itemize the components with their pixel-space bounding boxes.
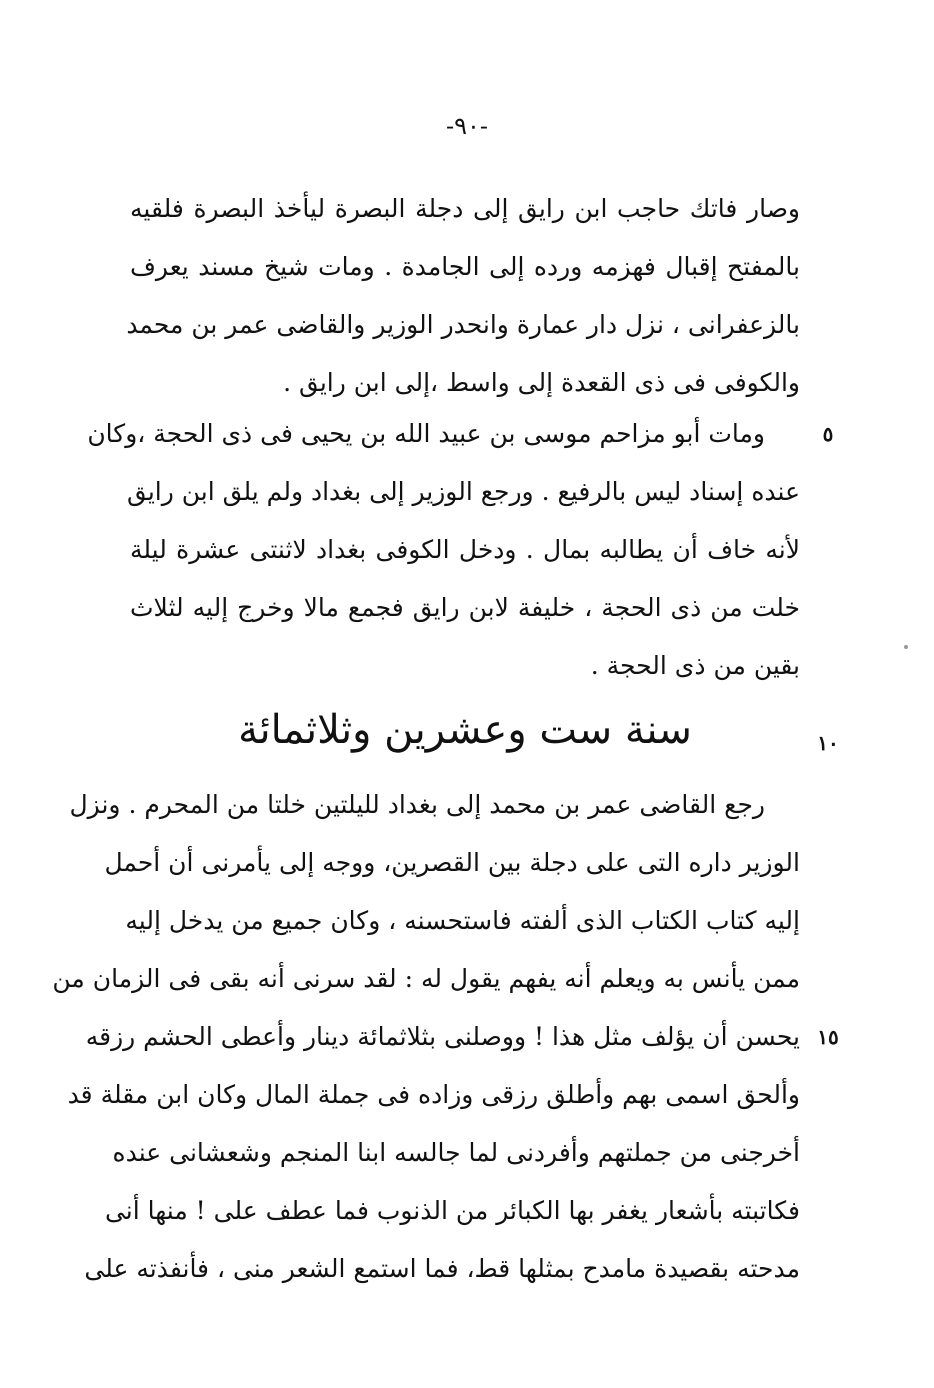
text-line: عنده إسناد ليس بالرفيع . ورجع الوزير إلى بغداد ولم يلق ابن رايق: [127, 477, 800, 506]
text-line: فكاتبته بأشعار يغفر بها الكبائر من الذنوب فما عطف على ! منها أنى: [104, 1196, 800, 1225]
paragraph-2: [87, 405, 800, 695]
text-line: بقين من ذى الحجة .: [590, 651, 800, 680]
line-number-margin: ٥: [822, 422, 834, 446]
text-line: ممن يأنس به ويعلم أنه يفهم يقول له : لقد سرنى أنه بقى فى الزمان من: [52, 964, 800, 993]
text-line: وألحق اسمى بهم وأطلق رزقى وزاده فى جملة المال وكان ابن مقلة قد: [67, 1080, 800, 1109]
text-line: أخرجنى من جملتهم وأفردنى لما جالسه ابنا المنجم وشعشانى عنده: [112, 1138, 800, 1167]
page-number: -٩٠-: [446, 112, 488, 140]
text-line: رجع القاضى عمر بن محمد إلى بغداد لليلتين خلتا من المحرم . ونزل: [69, 790, 765, 819]
text-line: بالزعفرانى ، نزل دار عمارة وانحدر الوزير والقاضى عمر بن محمد: [126, 310, 800, 339]
scan-speck: [904, 645, 908, 649]
text-line: الوزير داره التى على دجلة بين القصرين، ووجه إلى يأمرنى أن أحمل: [104, 848, 800, 877]
text-line: لأنه خاف أن يطالبه بمال . ودخل الكوفى بغداد لاثنتى عشرة ليلة: [130, 535, 800, 564]
text-line: يحسن أن يؤلف مثل هذا ! ووصلنى بثلاثمائة دينار وأعطى الحشم رزقه: [85, 1022, 800, 1051]
section-heading: سنة ست وعشرين وثلاثمائة: [238, 707, 692, 753]
line-number-margin: ١٠: [817, 731, 839, 755]
text-line: ومات أبو مزاحم موسى بن عبيد الله بن يحيى فى ذى الحجة ،وكان: [87, 419, 765, 448]
text-line: والكوفى فى ذى القعدة إلى واسط ،إلى ابن رايق .: [283, 368, 800, 397]
text-line: إليه كتاب الكتاب الذى ألفته فاستحسنه ، وكان جميع من يدخل إليه: [125, 906, 800, 935]
text-line: مدحته بقصيدة مامدح بمثلها قط، فما استمع الشعر منى ، فأنفذته على: [84, 1254, 800, 1283]
line-number-margin: ١٥: [817, 1025, 839, 1049]
text-line: خلت من ذى الحجة ، خليفة لابن رايق فجمع مالا وخرج إليه لثلاث: [130, 593, 800, 622]
text-line: وصار فاتك حاجب ابن رايق إلى دجلة البصرة ليأخذ البصرة فلقيه: [130, 194, 800, 223]
text-line: بالمفتح إقبال فهزمه ورده إلى الجامدة . ومات شيخ مسند يعرف: [130, 252, 800, 281]
paragraph-1: [126, 180, 800, 412]
paragraph-3: [52, 776, 800, 1298]
